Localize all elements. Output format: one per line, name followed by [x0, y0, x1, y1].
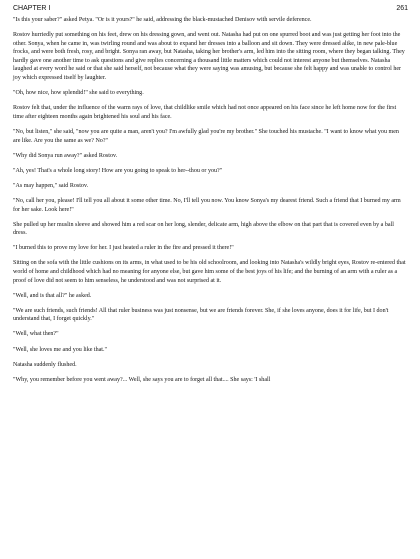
paragraph: "I burned this to prove my love for her. I just heated a ruler in the fire and pressed it there!" [13, 245, 234, 252]
paragraph: "Well, what then?" [13, 331, 59, 338]
paragraph: "Well, and is that all?" he asked. [13, 292, 92, 299]
paragraph: "Is this your saber?" asked Petya. "Or is it yours?" he said, addressing the black-mustached Denisov with servile deference. [13, 17, 312, 23]
paragraph: She pulled up her muslin sleeve and showed him a red scar on her long, slender, delicate arm, high above the elbow on that part that is covered even by a ball dress. [13, 221, 394, 237]
paragraph: Rostov hurriedly put something on his feet, drew on his dressing gown, and went out. Natasha had put on one spurred boot and was just getting her foot into the other. Sonya, when he came in, was twirling round and was about to expand her dresses into a balloon and sit down. They were dressed alike, in new pale-blue frocks, and were both fresh, rosy, and bright. Sonya ran away, but Natasha, taking her brother's arm, led him into the sitting room, where they began talking. They hardly gave one another time to ask questions and give replies concerning a thousand little matters which could not interest anyone but themselves. Natasha laughed at every word he said or that she said herself, not because what they were saying was amusing, but because she felt happy and was unable to control her joy which expressed itself by laughter. [13, 32, 405, 82]
paragraph: "No, but listen," she said, "now you are quite a man, aren't you? I'm awfully glad you're my brother." She touched his mustache. "I want to know what you men are like. Are you the same as we? No?" [13, 128, 399, 144]
paragraph: "Well, she loves me and you like that." [13, 346, 107, 353]
paragraph: Sitting on the sofa with the little cushions on its arms, in what used to be his old schoolroom, and looking into Natasha's wildly bright eyes, Rostov re-entered that world of home and childhood which had no meaning for anyone else, but gave him some of the best joys of his life; and the burning of an arm with a ruler as a proof of love did not seem to him senseless, he understood and was not surprised at it. [13, 260, 406, 284]
running-head [13, 4, 408, 13]
paragraph: "Ah, yes! That's a whole long story! How are you going to speak to her--thou or you?" [13, 167, 223, 174]
paragraph: "We are such friends, such friends! All that ruler business was just nonsense, but we are friends forever. She, if she loves anyone, does it for life, but I don't understand that, I forget quickly." [13, 307, 389, 323]
body-text [13, 16, 407, 384]
chapter-heading: CHAPTER I [13, 5, 51, 12]
paragraph: "Why did Sonya run away?" asked Rostov. [13, 152, 118, 159]
paragraph: "Oh, how nice, how splendid!" she said to everything. [13, 90, 144, 97]
paragraph: "No, call her you, please! I'll tell you all about it some other time. No, I'll tell you now. You know Sonya's my dearest friend. Such a friend that I burned my arm for her sake. Look here!" [13, 197, 401, 213]
paragraph: Rostov felt that, under the influence of the warm rays of love, that childlike smile which had not once appeared on his face since he left home now for the first time after eighteen months again brightened his soul and his face. [13, 105, 397, 120]
page-number: 261 [396, 5, 408, 12]
paragraph: Natasha suddenly flushed. [13, 361, 77, 368]
paragraph: "Why, you remember before you went away?... Well, she says you are to forget all that.... She says: 'I shall [13, 376, 271, 383]
paragraph: "As may happen," said Rostov. [13, 182, 89, 189]
